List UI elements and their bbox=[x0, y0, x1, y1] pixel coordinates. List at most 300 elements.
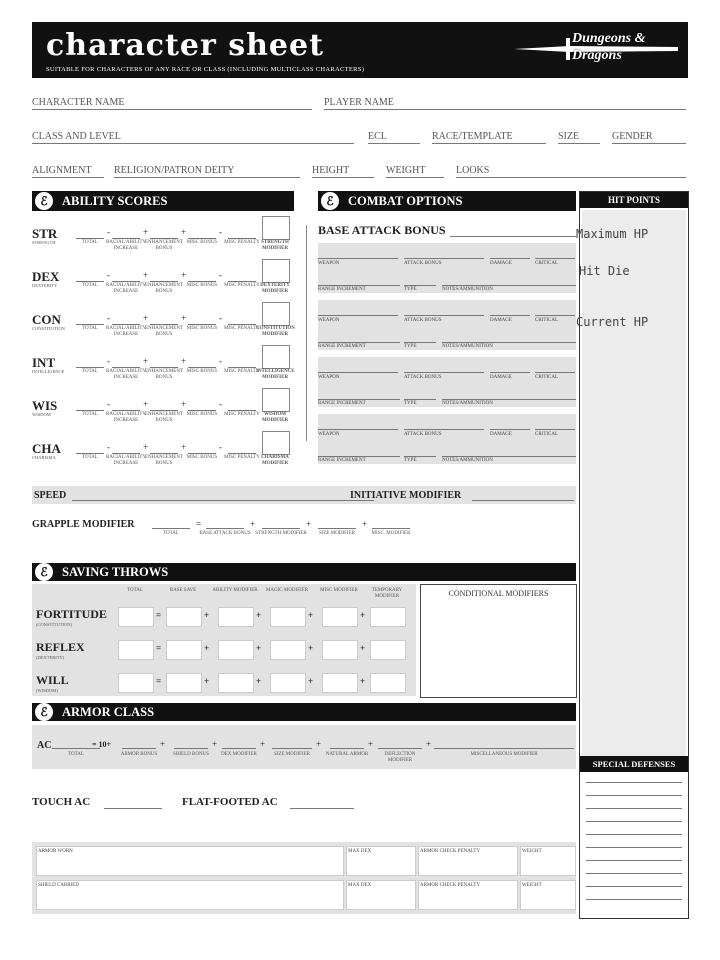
weapon-field-label: DAMAGE bbox=[490, 261, 512, 266]
sheet-title: character sheet bbox=[46, 28, 324, 63]
weapon-field-label: RANGE INCREMENT bbox=[318, 344, 366, 349]
ac-column-label: SHIELD BONUS bbox=[173, 752, 209, 757]
ability-value-line[interactable] bbox=[150, 359, 178, 368]
save-column-label: BASE SAVE bbox=[169, 588, 197, 593]
ability-modifier-box[interactable] bbox=[262, 431, 290, 455]
grapple-field-line[interactable] bbox=[152, 518, 190, 529]
save-operator: + bbox=[360, 610, 366, 620]
ability-operator: - bbox=[107, 356, 110, 366]
weapon-field-label: TYPE bbox=[404, 344, 417, 349]
grapple-column-label: TOTAL bbox=[163, 531, 179, 536]
ability-operator: - bbox=[107, 442, 110, 452]
ability-operator: + bbox=[181, 270, 187, 280]
ability-divider bbox=[306, 225, 307, 441]
player-name-line[interactable] bbox=[324, 97, 686, 110]
field-weight: WEIGHT bbox=[386, 165, 426, 176]
grapple-field-line[interactable] bbox=[262, 518, 300, 529]
ability-column-label: ENHANCEMENT BONUS bbox=[144, 412, 184, 423]
weapon-field-label: DAMAGE bbox=[490, 318, 512, 323]
ability-value-line[interactable] bbox=[112, 273, 140, 282]
field-class-level: CLASS AND LEVEL bbox=[32, 131, 121, 142]
ability-column-label: TOTAL bbox=[82, 455, 98, 460]
ability-modifier-label: CHARISMA MODIFIER bbox=[261, 455, 289, 466]
ac-operator: + bbox=[260, 739, 266, 749]
ability-column-label: ENHANCEMENT BONUS bbox=[144, 326, 184, 337]
save-value-box[interactable] bbox=[118, 673, 154, 693]
logo-text: Dungeons & Dragons bbox=[572, 31, 646, 63]
save-ability: (DEXTERITY) bbox=[36, 655, 65, 660]
weapon-field-label: NOTES/AMMUNITION bbox=[442, 287, 493, 292]
ability-value-line[interactable] bbox=[228, 230, 256, 239]
grapple-field-line[interactable] bbox=[372, 518, 410, 529]
ac-field-line[interactable] bbox=[434, 738, 574, 749]
weapon-field-line[interactable] bbox=[318, 276, 400, 286]
weapon-field-line[interactable] bbox=[404, 363, 484, 373]
ability-value-line[interactable] bbox=[228, 273, 256, 282]
save-value-box[interactable] bbox=[370, 673, 406, 693]
armor-cell-label: ARMOR CHECK PENALTY bbox=[420, 883, 481, 888]
ability-value-line[interactable] bbox=[112, 230, 140, 239]
grapple-label: GRAPPLE MODIFIER bbox=[32, 519, 135, 530]
ac-column-label: DEX MODIFIER bbox=[221, 752, 257, 757]
armor-cell-label: MAX DEX bbox=[348, 883, 372, 888]
ac-column-label: TOTAL bbox=[68, 752, 84, 757]
ability-value-line[interactable] bbox=[112, 445, 140, 454]
ability-value-line[interactable] bbox=[76, 402, 104, 411]
ability-column-label: MISC BONUS bbox=[186, 326, 218, 331]
special-defense-line[interactable] bbox=[586, 808, 682, 809]
ability-scores-header bbox=[32, 191, 294, 211]
ability-value-line[interactable] bbox=[188, 316, 216, 325]
weapon-field-line[interactable] bbox=[535, 306, 575, 316]
ability-value-line[interactable] bbox=[112, 359, 140, 368]
ability-value-line[interactable] bbox=[188, 230, 216, 239]
save-operator: + bbox=[308, 610, 314, 620]
base-attack-bonus-label: BASE ATTACK BONUS bbox=[318, 223, 446, 237]
maximum-hp-label: Maximum HP bbox=[576, 227, 649, 241]
ability-column-label: TOTAL bbox=[82, 369, 98, 374]
weapon-field-line[interactable] bbox=[442, 333, 576, 343]
save-value-box[interactable] bbox=[322, 673, 358, 693]
weapon-field-label: NOTES/AMMUNITION bbox=[442, 401, 493, 406]
ability-value-line[interactable] bbox=[228, 359, 256, 368]
ability-column-label: ENHANCEMENT BONUS bbox=[144, 240, 184, 251]
ability-abbr: CHA bbox=[32, 441, 61, 456]
save-column-label: MISC MODIFIER bbox=[320, 588, 358, 593]
dragon-emblem-icon: ℰ bbox=[35, 563, 53, 581]
ability-scores-title: ABILITY SCORES bbox=[62, 194, 168, 208]
ability-operator: + bbox=[181, 227, 187, 237]
ac-operator: + bbox=[316, 739, 322, 749]
ac-field-line[interactable] bbox=[378, 738, 422, 749]
save-operator: + bbox=[308, 643, 314, 653]
save-operator: + bbox=[308, 676, 314, 686]
header-bar bbox=[32, 22, 688, 78]
religion-line[interactable] bbox=[114, 165, 300, 178]
weapon-field-label: NOTES/AMMUNITION bbox=[442, 344, 493, 349]
ability-name: INTELLIGENCE bbox=[32, 369, 65, 374]
hit-points-panel bbox=[579, 191, 689, 919]
weapon-field-line[interactable] bbox=[404, 306, 484, 316]
ability-modifier-box[interactable] bbox=[262, 259, 290, 283]
save-column-label: ABILITY MODIFIER bbox=[212, 588, 258, 593]
ability-column-label: TOTAL bbox=[82, 412, 98, 417]
save-value-box[interactable] bbox=[322, 607, 358, 627]
hit-points-area[interactable] bbox=[582, 210, 686, 756]
save-column-label: TEMPORARY MODIFIER bbox=[371, 588, 403, 599]
ability-abbr: WIS bbox=[32, 398, 58, 413]
special-defenses-header bbox=[580, 756, 688, 772]
ability-column-label: MISC BONUS bbox=[186, 455, 218, 460]
save-operator: + bbox=[360, 643, 366, 653]
ability-column-label: RACIAL/ABILITY INCREASE bbox=[106, 240, 146, 251]
field-ecl: ECL bbox=[368, 131, 387, 142]
ability-operator: - bbox=[107, 227, 110, 237]
save-value-box[interactable] bbox=[166, 640, 202, 660]
grapple-field-line[interactable] bbox=[206, 518, 244, 529]
weapon-field-line[interactable] bbox=[490, 249, 530, 259]
special-defense-line[interactable] bbox=[586, 847, 682, 848]
grapple-column-label: STRENGTH MODIFIER bbox=[255, 531, 307, 536]
ability-abbr: DEX bbox=[32, 269, 60, 284]
dragon-emblem-icon: ℰ bbox=[35, 703, 53, 721]
ability-value-line[interactable] bbox=[228, 445, 256, 454]
armor-cell[interactable] bbox=[36, 880, 344, 910]
armor-cell-label: ARMOR WORN bbox=[38, 849, 73, 854]
ability-modifier-label: DEXTERITY MODIFIER bbox=[260, 283, 290, 294]
ability-modifier-label: INTELLIGENCE MODIFIER bbox=[256, 369, 295, 380]
ability-column-label: ENHANCEMENT BONUS bbox=[144, 283, 184, 294]
character-name-line[interactable] bbox=[32, 97, 312, 110]
ability-column-label: MISC BONUS bbox=[186, 283, 218, 288]
weapon-field-label: WEAPON bbox=[318, 375, 340, 380]
weapon-field-line[interactable] bbox=[318, 306, 398, 316]
ability-name: CONSTITUTION bbox=[32, 326, 65, 331]
touch-ac-line[interactable] bbox=[104, 796, 162, 809]
save-operator: + bbox=[256, 643, 262, 653]
grapple-operator: + bbox=[362, 519, 368, 529]
saving-throws-title: SAVING THROWS bbox=[62, 565, 169, 579]
weapon-field-line[interactable] bbox=[490, 363, 530, 373]
ability-operator: + bbox=[143, 270, 149, 280]
field-looks: LOOKS bbox=[456, 165, 490, 176]
current-hp-label: Current HP bbox=[576, 315, 649, 329]
race-line[interactable] bbox=[432, 131, 546, 144]
special-defense-line[interactable] bbox=[586, 886, 682, 887]
weapon-field-line[interactable] bbox=[404, 390, 436, 400]
save-ability: (WISDOM) bbox=[36, 688, 58, 693]
ability-name: STRENGTH bbox=[32, 240, 56, 245]
save-value-box[interactable] bbox=[270, 673, 306, 693]
ability-column-label: ENHANCEMENT BONUS bbox=[144, 369, 184, 380]
ability-modifier-box[interactable] bbox=[262, 388, 290, 412]
field-height: HEIGHT bbox=[312, 165, 350, 176]
ac-column-label: MISCELLANEOUS MODIFIER bbox=[470, 752, 538, 757]
weapon-field-line[interactable] bbox=[404, 249, 484, 259]
save-value-box[interactable] bbox=[322, 640, 358, 660]
ability-modifier-box[interactable] bbox=[262, 216, 290, 240]
speed-label: SPEED bbox=[34, 490, 67, 501]
weapon-field-line[interactable] bbox=[535, 363, 575, 373]
ability-value-line[interactable] bbox=[112, 402, 140, 411]
save-column-label: MAGIC MODIFIER bbox=[265, 588, 309, 593]
ability-abbr: INT bbox=[32, 355, 56, 370]
ability-value-line[interactable] bbox=[76, 445, 104, 454]
ability-operator: + bbox=[143, 356, 149, 366]
save-name: FORTITUDE bbox=[36, 607, 107, 621]
ac-field-line[interactable] bbox=[330, 738, 364, 749]
save-operator: = bbox=[156, 610, 162, 620]
ability-value-line[interactable] bbox=[150, 316, 178, 325]
weapon-field-line[interactable] bbox=[490, 306, 530, 316]
ac-operator: + bbox=[426, 739, 432, 749]
save-value-box[interactable] bbox=[218, 607, 254, 627]
save-operator: + bbox=[204, 643, 210, 653]
ac-field-line[interactable] bbox=[52, 738, 100, 749]
initiative-label: INITIATIVE MODIFIER bbox=[350, 490, 462, 501]
grapple-operator: = bbox=[196, 519, 202, 529]
ability-name: DEXTERITY bbox=[32, 283, 58, 288]
ability-column-label: MISC PENALTY bbox=[224, 326, 260, 331]
armor-cell[interactable] bbox=[36, 846, 344, 876]
ability-operator: - bbox=[219, 270, 222, 280]
save-value-box[interactable] bbox=[118, 640, 154, 660]
weapon-field-line[interactable] bbox=[490, 420, 530, 430]
weapon-field-line[interactable] bbox=[404, 276, 436, 286]
save-operator: + bbox=[256, 610, 262, 620]
weapon-field-label: WEAPON bbox=[318, 432, 340, 437]
ability-abbr: CON bbox=[32, 312, 61, 327]
ability-column-label: MISC PENALTY bbox=[224, 283, 260, 288]
ac-field-line[interactable] bbox=[122, 738, 156, 749]
field-religion: RELIGION/PATRON DEITY bbox=[114, 165, 235, 176]
field-gender: GENDER bbox=[612, 131, 653, 142]
ability-value-line[interactable] bbox=[188, 402, 216, 411]
field-size: SIZE bbox=[558, 131, 580, 142]
ability-column-label: RACIAL/ABILITY INCREASE bbox=[106, 369, 146, 380]
ability-modifier-box[interactable] bbox=[262, 302, 290, 326]
height-line[interactable] bbox=[312, 165, 374, 178]
special-defense-line[interactable] bbox=[586, 821, 682, 822]
ac-field-line[interactable] bbox=[174, 738, 208, 749]
save-value-box[interactable] bbox=[370, 607, 406, 627]
gender-line[interactable] bbox=[612, 131, 686, 144]
ability-operator: - bbox=[219, 442, 222, 452]
save-value-box[interactable] bbox=[166, 673, 202, 693]
weapon-field-line[interactable] bbox=[318, 249, 398, 259]
weapon-field-line[interactable] bbox=[442, 390, 576, 400]
ability-value-line[interactable] bbox=[112, 316, 140, 325]
ability-value-line[interactable] bbox=[188, 273, 216, 282]
save-operator: + bbox=[204, 610, 210, 620]
ability-value-line[interactable] bbox=[76, 273, 104, 282]
ability-value-line[interactable] bbox=[150, 230, 178, 239]
weapon-field-label: RANGE INCREMENT bbox=[318, 458, 366, 463]
ability-column-label: MISC BONUS bbox=[186, 412, 218, 417]
ac-column-label: NATURAL ARMOR bbox=[325, 752, 369, 757]
ability-column-label: TOTAL bbox=[82, 326, 98, 331]
save-value-box[interactable] bbox=[166, 607, 202, 627]
hit-die-label: Hit Die bbox=[579, 264, 630, 278]
ability-value-line[interactable] bbox=[150, 445, 178, 454]
weapon-field-label: ATTACK BONUS bbox=[404, 375, 442, 380]
ability-operator: + bbox=[143, 227, 149, 237]
save-operator: = bbox=[156, 676, 162, 686]
flat-footed-ac-label: FLAT-FOOTED AC bbox=[182, 796, 278, 808]
ability-operator: - bbox=[107, 399, 110, 409]
save-value-box[interactable] bbox=[218, 673, 254, 693]
armor-cell-label: WEIGHT bbox=[522, 849, 542, 854]
ability-modifier-label: STRENGTH MODIFIER bbox=[261, 240, 289, 251]
ability-operator: - bbox=[219, 399, 222, 409]
ac-column-label: SIZE MODIFIER bbox=[274, 752, 310, 757]
hit-points-title: HIT POINTS bbox=[607, 195, 661, 205]
save-ability: (CONSTITUTION) bbox=[36, 622, 72, 627]
weapon-field-line[interactable] bbox=[318, 420, 398, 430]
weapon-field-line[interactable] bbox=[318, 363, 398, 373]
save-column-label: TOTAL bbox=[127, 588, 143, 593]
save-operator: + bbox=[360, 676, 366, 686]
field-player-name: PLAYER NAME bbox=[324, 97, 394, 108]
weapon-field-label: RANGE INCREMENT bbox=[318, 401, 366, 406]
ac-field-line[interactable] bbox=[272, 738, 312, 749]
ability-operator: + bbox=[181, 356, 187, 366]
ability-value-line[interactable] bbox=[228, 402, 256, 411]
save-operator: = bbox=[156, 643, 162, 653]
save-value-box[interactable] bbox=[118, 607, 154, 627]
weapon-field-line[interactable] bbox=[404, 420, 484, 430]
special-defense-line[interactable] bbox=[586, 873, 682, 874]
conditional-modifiers-box[interactable] bbox=[420, 584, 577, 698]
ability-value-line[interactable] bbox=[76, 359, 104, 368]
weapon-field-line[interactable] bbox=[535, 420, 575, 430]
ability-value-line[interactable] bbox=[150, 273, 178, 282]
ability-modifier-label: WISDOM MODIFIER bbox=[261, 412, 289, 423]
saving-throws-header bbox=[32, 563, 576, 581]
armor-cell-label: SHIELD CARRIED bbox=[38, 883, 79, 888]
size-line[interactable] bbox=[558, 131, 600, 144]
weapon-field-label: ATTACK BONUS bbox=[404, 261, 442, 266]
ac-field-line[interactable] bbox=[222, 738, 256, 749]
grapple-field-line[interactable] bbox=[318, 518, 356, 529]
weapon-field-label: DAMAGE bbox=[490, 375, 512, 380]
ability-name: CHARISMA bbox=[32, 455, 56, 460]
special-defenses-title: SPECIAL DEFENSES bbox=[592, 759, 676, 769]
ability-operator: + bbox=[143, 399, 149, 409]
combat-options-header bbox=[318, 191, 576, 211]
ability-value-line[interactable] bbox=[228, 316, 256, 325]
weapon-field-label: ATTACK BONUS bbox=[404, 318, 442, 323]
base-attack-bonus-line[interactable] bbox=[450, 224, 576, 237]
ability-operator: + bbox=[181, 313, 187, 323]
special-defense-line[interactable] bbox=[586, 834, 682, 835]
ability-operator: - bbox=[219, 356, 222, 366]
special-defense-line[interactable] bbox=[586, 899, 682, 900]
ability-modifier-box[interactable] bbox=[262, 345, 290, 369]
speed-line[interactable] bbox=[72, 489, 374, 501]
ac-operator: + bbox=[368, 739, 374, 749]
save-value-box[interactable] bbox=[270, 607, 306, 627]
weapon-field-label: CRITICAL bbox=[535, 375, 559, 380]
ability-operator: - bbox=[107, 270, 110, 280]
armor-cell-label: ARMOR CHECK PENALTY bbox=[420, 849, 481, 854]
sheet-subtitle: SUITABLE FOR CHARACTERS OF ANY RACE OR CLASS (INCLUDING MULTICLASS CHARACTERS) bbox=[46, 66, 365, 73]
grapple-column-label: BASE ATTACK BONUS bbox=[199, 531, 251, 536]
ac-operator: + bbox=[160, 739, 166, 749]
ability-value-line[interactable] bbox=[188, 359, 216, 368]
special-defense-line[interactable] bbox=[586, 782, 682, 783]
class-level-line[interactable] bbox=[32, 131, 354, 144]
weapon-field-line[interactable] bbox=[318, 390, 400, 400]
ability-value-line[interactable] bbox=[76, 316, 104, 325]
special-defense-line[interactable] bbox=[586, 860, 682, 861]
weapon-field-line[interactable] bbox=[318, 447, 400, 457]
alignment-line[interactable] bbox=[32, 165, 104, 178]
combat-options-title: COMBAT OPTIONS bbox=[348, 194, 463, 208]
grapple-operator: + bbox=[250, 519, 256, 529]
ecl-line[interactable] bbox=[368, 131, 420, 144]
ability-column-label: MISC PENALTY bbox=[224, 369, 260, 374]
special-defense-line[interactable] bbox=[586, 795, 682, 796]
weapon-field-line[interactable] bbox=[404, 447, 436, 457]
ability-name: WISDOM bbox=[32, 412, 51, 417]
save-value-box[interactable] bbox=[270, 640, 306, 660]
weapon-field-label: TYPE bbox=[404, 287, 417, 292]
weapon-field-label: TYPE bbox=[404, 401, 417, 406]
ability-column-label: MISC PENALTY bbox=[224, 240, 260, 245]
weapon-field-label: TYPE bbox=[404, 458, 417, 463]
weapon-field-label: RANGE INCREMENT bbox=[318, 287, 366, 292]
initiative-line[interactable] bbox=[472, 489, 574, 501]
flat-footed-ac-line[interactable] bbox=[290, 796, 354, 809]
grapple-column-label: MISC. MODIFIER bbox=[371, 531, 411, 536]
save-value-box[interactable] bbox=[370, 640, 406, 660]
weapon-field-line[interactable] bbox=[404, 333, 436, 343]
ability-value-line[interactable] bbox=[76, 230, 104, 239]
ac-column-label: DEFLECTION MODIFIER bbox=[384, 752, 416, 763]
ability-column-label: RACIAL/ABILITY INCREASE bbox=[106, 326, 146, 337]
weapon-field-line[interactable] bbox=[318, 333, 400, 343]
ability-operator: - bbox=[219, 227, 222, 237]
weapon-field-label: ATTACK BONUS bbox=[404, 432, 442, 437]
ac-column-label: ARMOR BONUS bbox=[120, 752, 158, 757]
armor-cell-label: MAX DEX bbox=[348, 849, 372, 854]
ability-value-line[interactable] bbox=[150, 402, 178, 411]
ability-column-label: ENHANCEMENT BONUS bbox=[144, 455, 184, 466]
field-alignment: ALIGNMENT bbox=[32, 165, 92, 176]
ability-operator: + bbox=[181, 399, 187, 409]
field-character-name: CHARACTER NAME bbox=[32, 97, 125, 108]
ability-operator: - bbox=[219, 313, 222, 323]
looks-line[interactable] bbox=[456, 165, 686, 178]
armor-class-header bbox=[32, 703, 576, 721]
weapon-field-line[interactable] bbox=[442, 447, 576, 457]
weapon-field-label: CRITICAL bbox=[535, 261, 559, 266]
weapon-field-label: DAMAGE bbox=[490, 432, 512, 437]
grapple-operator: + bbox=[306, 519, 312, 529]
save-value-box[interactable] bbox=[218, 640, 254, 660]
hit-points-header bbox=[580, 192, 688, 208]
ability-modifier-label: CONSTITUTION MODIFIER bbox=[256, 326, 295, 337]
weapon-field-line[interactable] bbox=[442, 276, 576, 286]
touch-ac-label: TOUCH AC bbox=[32, 796, 91, 808]
ability-value-line[interactable] bbox=[188, 445, 216, 454]
grapple-column-label: SIZE MODIFIER bbox=[319, 531, 355, 536]
weapon-field-line[interactable] bbox=[535, 249, 575, 259]
ability-abbr: STR bbox=[32, 226, 58, 241]
weapon-field-label: WEAPON bbox=[318, 318, 340, 323]
weight-line[interactable] bbox=[386, 165, 444, 178]
